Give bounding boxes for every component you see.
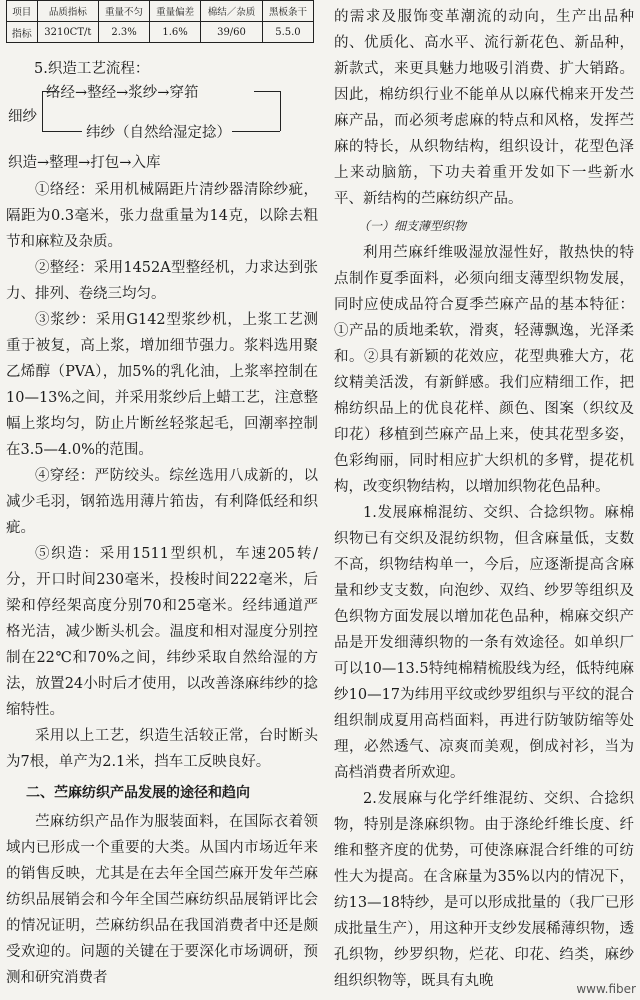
flow-lower-path: 纬纱（自然给湿定捻） bbox=[86, 125, 231, 141]
paragraph: ③浆纱：采用G142型浆纱机，上浆工艺测重于被复，高上浆，增加细节强力。浆料选用聚乙烯醇（PVA），加5%的乳化油，上浆率控制在10—13%之间，并采用浆纱后上蜡工艺，注意整幅上浆均匀，防止片断丝轻浆起毛，回潮率控制在3.5—4.0%的范围。 bbox=[6, 312, 318, 458]
table-header-cell: 重量不匀 bbox=[99, 1, 150, 22]
paragraph: 苎麻纺织产品作为服装面料，在国际衣着领域内已形成一个重要的大类。从国内市场近年来的销售反映，尤其是在去年全国苎麻开发年苎麻纺织品展销会和今年全国苎麻纺织品展销评比会的情况证明，苎麻纺织品在我国消费者中还是颇受欢迎的。问题的关键在于要深化市场调研，预测和研究消费者 bbox=[6, 814, 318, 986]
section-heading: 二、苎麻纺织产品发展的途径和趋向 bbox=[26, 785, 250, 801]
paragraph: 2.发展麻与化学纤维混纺、交织、合捻织物，特别是涤麻织物。由于涤纶纤维长度、纤维和整齐度的优势，可使涤麻混合纤维的可纺性大为提高。在含麻量为35%以内的情况下，纺13—18特纱，是可以形成批量的（我厂已形成批量生产），用这种开支纱发展稀薄织物，透孔织物，纱罗织物，烂花、印花、绉类，麻纱组织织物等，既具有丸晚 bbox=[334, 791, 634, 989]
table-cell: 39/60 bbox=[201, 22, 263, 43]
flow-title: 5.织造工艺流程： bbox=[34, 61, 150, 77]
table-cell: 1.6% bbox=[150, 22, 201, 43]
flow-connector bbox=[42, 91, 43, 121]
process-flow-diagram bbox=[6, 81, 318, 175]
paragraph: 利用苎麻纤维吸湿放湿性好，散热快的特点制作夏季面料，必须向细支薄型织物发展，同时应使成品符合夏季苎麻产品的基本特征：①产品的质地柔软，滑爽，轻薄飘逸，光泽柔和。②具有新颖的花效应，花型典雅大方，花纹精美活泼，有新鲜感。我们应精细工作，把棉纺织品上的优良花样、颜色、图案（织纹及印花）移植到苎麻产品上来，使其花型多姿，色彩绚丽，同时相应扩大织机的多臂，提花机构，改变织物结构，以增加织物花色品种。 bbox=[334, 245, 634, 495]
left-column bbox=[6, 0, 318, 991]
table-header-cell: 棉结／杂质 bbox=[201, 1, 263, 22]
paragraph: 采用以上工艺，织造生活较正常，台时断头为7根，单产为2.1米，挡车工反映良好。 bbox=[6, 728, 318, 770]
flow-connector bbox=[42, 131, 82, 132]
paragraph: 的需求及服饰变革潮流的动向，生产出品种的、优质化、高水平、流行新花色、新品种，新款式，来更具魅力地吸引消费、扩大销路。因此，棉纺织行业不能单从以麻代棉来开发苎麻产品，而必须考虑麻的特点和风格，发挥苎麻的特长，从织物结构，组织设计，花型色泽上来动脑筋，下功夫着重开发如下一些新水平、新结构的苎麻纺织产品。 bbox=[334, 9, 634, 207]
table-header-cell: 黑板条干 bbox=[262, 1, 313, 22]
table-header-row bbox=[7, 1, 314, 22]
paragraph: ②整经：采用1452A型整经机，力求达到张力、排列、卷绕三均匀。 bbox=[6, 260, 318, 302]
paragraph: ④穿经：严防绞头。综丝选用八成新的，以减少毛羽，钢筘选用薄片筘齿，有利降低经和织疵。 bbox=[6, 468, 318, 536]
table-cell: 2.3% bbox=[99, 22, 150, 43]
table-header-cell: 品质指标 bbox=[37, 1, 98, 22]
flow-start: 细纱 bbox=[8, 109, 37, 125]
flow-bottom-path: 织造→整理→打包→入库 bbox=[8, 155, 161, 171]
table-cell: 5.5.0 bbox=[262, 22, 313, 43]
flow-connector bbox=[254, 91, 280, 92]
subsection-heading: （一）细支薄型织物 bbox=[358, 219, 467, 233]
flow-connector bbox=[280, 91, 281, 131]
flow-connector bbox=[232, 131, 280, 132]
table-cell: 指标 bbox=[7, 22, 38, 43]
spec-table bbox=[6, 0, 314, 43]
table-row bbox=[7, 22, 314, 43]
table-cell: 3210CT/t bbox=[37, 22, 98, 43]
paragraph: 1.发展麻棉混纺、交织、合捻织物。麻棉织物已有交织及混纺织物，但含麻量低，支数不高，织物结构单一，今后，应逐渐提高含麻量和纱支支数，向泡纱、双绉、纱罗等组织及色织物方面发展以增加花色品种，棉麻交织产品是开发细薄织物的一条有效途径。如单织厂可以10—13.5特纯棉精梳股线为经，低特纯麻纱10—17为纬用平纹或纱罗组织与平纹的混合组织制成夏用高档面料，再进行防皱防缩等处理，必然透气、凉爽而美观，倒成衬衫，当为高档消费者所欢迎。 bbox=[334, 505, 634, 781]
paragraph: ①络经：采用机械隔距片清纱器清除纱疵，隔距为0.3毫米，张力盘重量为14克，以除去粗节和麻粒及杂质。 bbox=[6, 182, 318, 250]
right-column bbox=[334, 4, 634, 994]
table-header-cell: 项目 bbox=[7, 1, 38, 22]
paragraph: ⑤织造：采用1511型织机，车速205转/分，开口时间230毫米，投梭时间222毫米，后梁和停经架高度分别70和25毫米。经纬通道严格光洁，减少断头机会。温度和相对湿度分别控制在22℃和70%之间，纬纱采取自然给湿的方法，放置24小时后才使用，以改善涤麻纬纱的捻缩特性。 bbox=[6, 546, 318, 718]
flow-upper-path: 络经→整经→浆纱→穿筘 bbox=[46, 85, 199, 101]
flow-connector bbox=[42, 121, 43, 131]
table-header-cell: 重量偏差 bbox=[150, 1, 201, 22]
watermark: www.fiber bbox=[576, 982, 636, 996]
